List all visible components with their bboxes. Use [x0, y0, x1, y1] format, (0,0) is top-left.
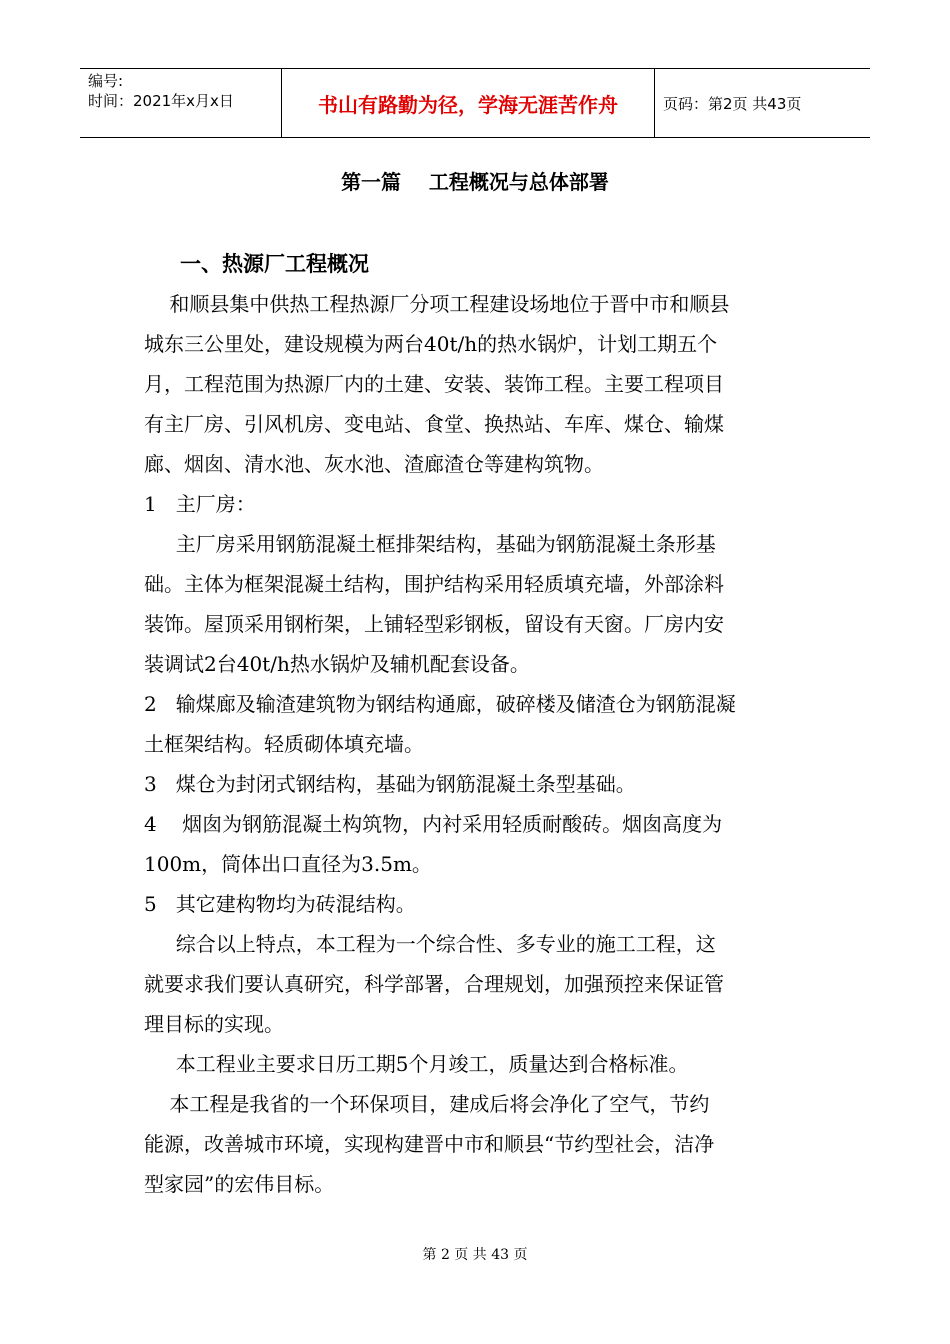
header-table	[80, 68, 870, 138]
body-line: 月，工程范围为热源厂内的土建、安装、装饰工程。主要工程项目	[144, 372, 724, 396]
header-motto: 书山有路勤为径，学海无涯苦作舟	[282, 69, 655, 137]
body-line: 理目标的实现。	[144, 1012, 284, 1036]
body-line: 4 烟囱为钢筋混凝土构筑物，内衬采用轻质耐酸砖。烟囱高度为	[144, 812, 723, 836]
body-text	[144, 284, 808, 1204]
body-line: 有主厂房、引风机房、变电站、食堂、换热站、车库、煤仓、输煤	[144, 412, 724, 436]
body-line: 础。主体为框架混凝土结构，围护结构采用轻质填充墙，外部涂料	[144, 572, 724, 596]
document-number-label: 编号:	[88, 72, 124, 90]
body-line: 城东三公里处，建设规模为两台40t/h的热水锅炉，计划工期五个	[144, 332, 718, 356]
header-page-number: 页码：第2页 共43页	[663, 94, 802, 113]
section-heading: 一、热源厂工程概况	[180, 252, 369, 276]
body-line: 土框架结构。轻质砌体填充墙。	[144, 732, 424, 756]
body-line: 廊、烟囱、清水池、灰水池、渣廊渣仓等建构筑物。	[144, 452, 604, 476]
body-line: 1 主厂房：	[144, 492, 256, 516]
body-line: 装饰。屋顶采用钢桁架，上铺轻型彩钢板，留设有天窗。厂房内安	[144, 612, 724, 636]
body-line: 本工程是我省的一个环保项目，建成后将会净化了空气，节约	[144, 1092, 710, 1116]
body-line: 能源，改善城市环境，实现构建晋中市和顺县“节约型社会，洁净	[144, 1132, 715, 1156]
body-line: 3 煤仓为封闭式钢结构，基础为钢筋混凝土条型基础。	[144, 772, 636, 796]
body-line: 就要求我们要认真研究，科学部署，合理规划，加强预控来保证管	[144, 972, 724, 996]
body-line: 2 输煤廊及输渣建筑物为钢结构通廊，破碎楼及储渣仓为钢筋混凝	[144, 692, 736, 716]
body-line: 综合以上特点，本工程为一个综合性、多专业的施工工程，这	[144, 932, 716, 956]
body-line: 本工程业主要求日历工期5个月竣工，质量达到合格标准。	[144, 1052, 689, 1076]
body-line: 和顺县集中供热工程热源厂分项工程建设场地位于晋中市和顺县	[144, 292, 730, 316]
chapter-title: 第一篇 工程概况与总体部署	[341, 170, 609, 194]
body-line: 5 其它建构物均为砖混结构。	[144, 892, 416, 916]
body-line: 主厂房采用钢筋混凝土框排架结构，基础为钢筋混凝土条形基	[144, 532, 716, 556]
body-line: 型家园”的宏伟目标。	[144, 1172, 335, 1196]
document-date-label: 时间：2021年x月x日	[88, 92, 234, 110]
body-line: 装调试2台40t/h热水锅炉及辅机配套设备。	[144, 652, 530, 676]
header-meta-cell	[80, 69, 282, 137]
page-footer: 第 2 页 共 43 页	[422, 1247, 528, 1263]
body-line: 100m，筒体出口直径为3.5m。	[144, 852, 432, 876]
